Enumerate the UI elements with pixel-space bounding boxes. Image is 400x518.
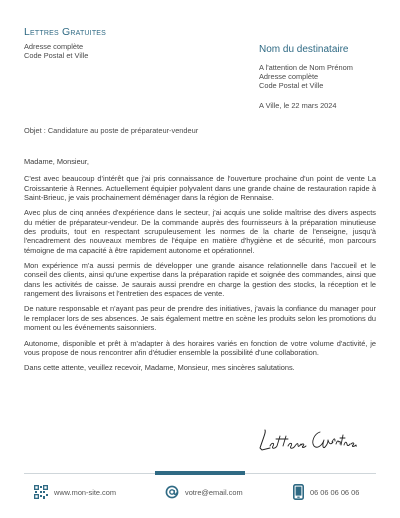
recipient-postal-line: Code Postal et Ville bbox=[259, 81, 324, 91]
paragraph-availability: Autonome, disponible et prêt à m'adapter à des horaires variés en fonction de votre volume d'activité, je vous propose de nous rencontrer afin d'étudier ensemble la possibilité d'une collaboration. bbox=[24, 338, 376, 357]
paragraph-skills: Mon expérience m'a aussi permis de développer une grande aisance relationnelle dans l'accueil et le conseil des clients, ainsi qu'une expertise dans la préparation rapide et soignée des commandes, ainsi que dans les activités de caisse. Je saurais aussi prendre en charge la gestion des stocks, la réception et le rangement des livraisons et l'entretien des espaces de vente. bbox=[24, 261, 376, 298]
email-text: votre@email.com bbox=[185, 487, 243, 497]
sender-name: Lettres Gratuites bbox=[24, 26, 107, 38]
letter-date: A Ville, le 22 mars 2024 bbox=[259, 101, 337, 110]
paragraph-experience: Avec plus de cinq années d'expérience dans le secteur, j'ai acquis une solide maîtrise des divers aspects du métier de préparateur-vendeur. De la commande auprès des fournisseurs à la préparation minutieuse des produits, tout en respectant scrupuleusement les normes de la charte de l'enseigne, jusqu'à l'encadrement des nouveaux membres de l'équipe en matière d'hygiène et de sécurité, mon parcours témoigne de ma capacité à être rapidement autonome et opérationnel. bbox=[24, 208, 376, 255]
footer-website bbox=[34, 482, 116, 502]
footer-divider-accent bbox=[155, 471, 245, 475]
paragraph-intro: C'est avec beaucoup d'intérêt que j'ai pris connaissance de l'ouverture prochaine d'un point de vente La Croissanterie à Rennes. Actuellement équipier polyvalent dans une grande chaine de restauration rapide à Saint-Brieuc, je vais prochainement déménager dans la région de Rennaise. bbox=[24, 174, 376, 202]
qr-code-icon bbox=[34, 485, 48, 499]
recipient-address bbox=[259, 63, 353, 91]
paragraph-qualities: De nature responsable et n'ayant pas peur de prendre des initiatives, j'avais la confiance du manager pour le remplacer lors de ses absences. Je sais également mettre en scène les produits selon les promotions du moment ou les événements saisonniers. bbox=[24, 304, 376, 333]
letter-body bbox=[24, 157, 376, 379]
recipient-address-line: Adresse complète bbox=[259, 72, 319, 82]
at-sign-icon bbox=[165, 485, 179, 499]
sender-address-line: Adresse complète bbox=[24, 42, 84, 51]
footer-email bbox=[165, 482, 243, 502]
mobile-phone-icon bbox=[293, 484, 304, 500]
recipient-attention-line: A l'attention de Nom Prénom bbox=[259, 63, 353, 72]
sender-address bbox=[24, 42, 88, 60]
footer-phone bbox=[293, 482, 359, 502]
handwritten-signature bbox=[256, 426, 360, 456]
paragraph-closing: Dans cette attente, veuillez recevoir, Madame, Monsieur, mes sincères salutations. bbox=[24, 363, 295, 373]
sender-postal-line: Code Postal et Ville bbox=[24, 51, 89, 61]
website-text: www.mon-site.com bbox=[54, 487, 117, 497]
recipient-title: Nom du destinataire bbox=[259, 44, 349, 55]
salutation: Madame, Monsieur, bbox=[24, 157, 89, 166]
letter-object: Objet : Candidature au poste de préparateur-vendeur bbox=[24, 126, 199, 135]
phone-text: 06 06 06 06 06 bbox=[310, 487, 360, 497]
